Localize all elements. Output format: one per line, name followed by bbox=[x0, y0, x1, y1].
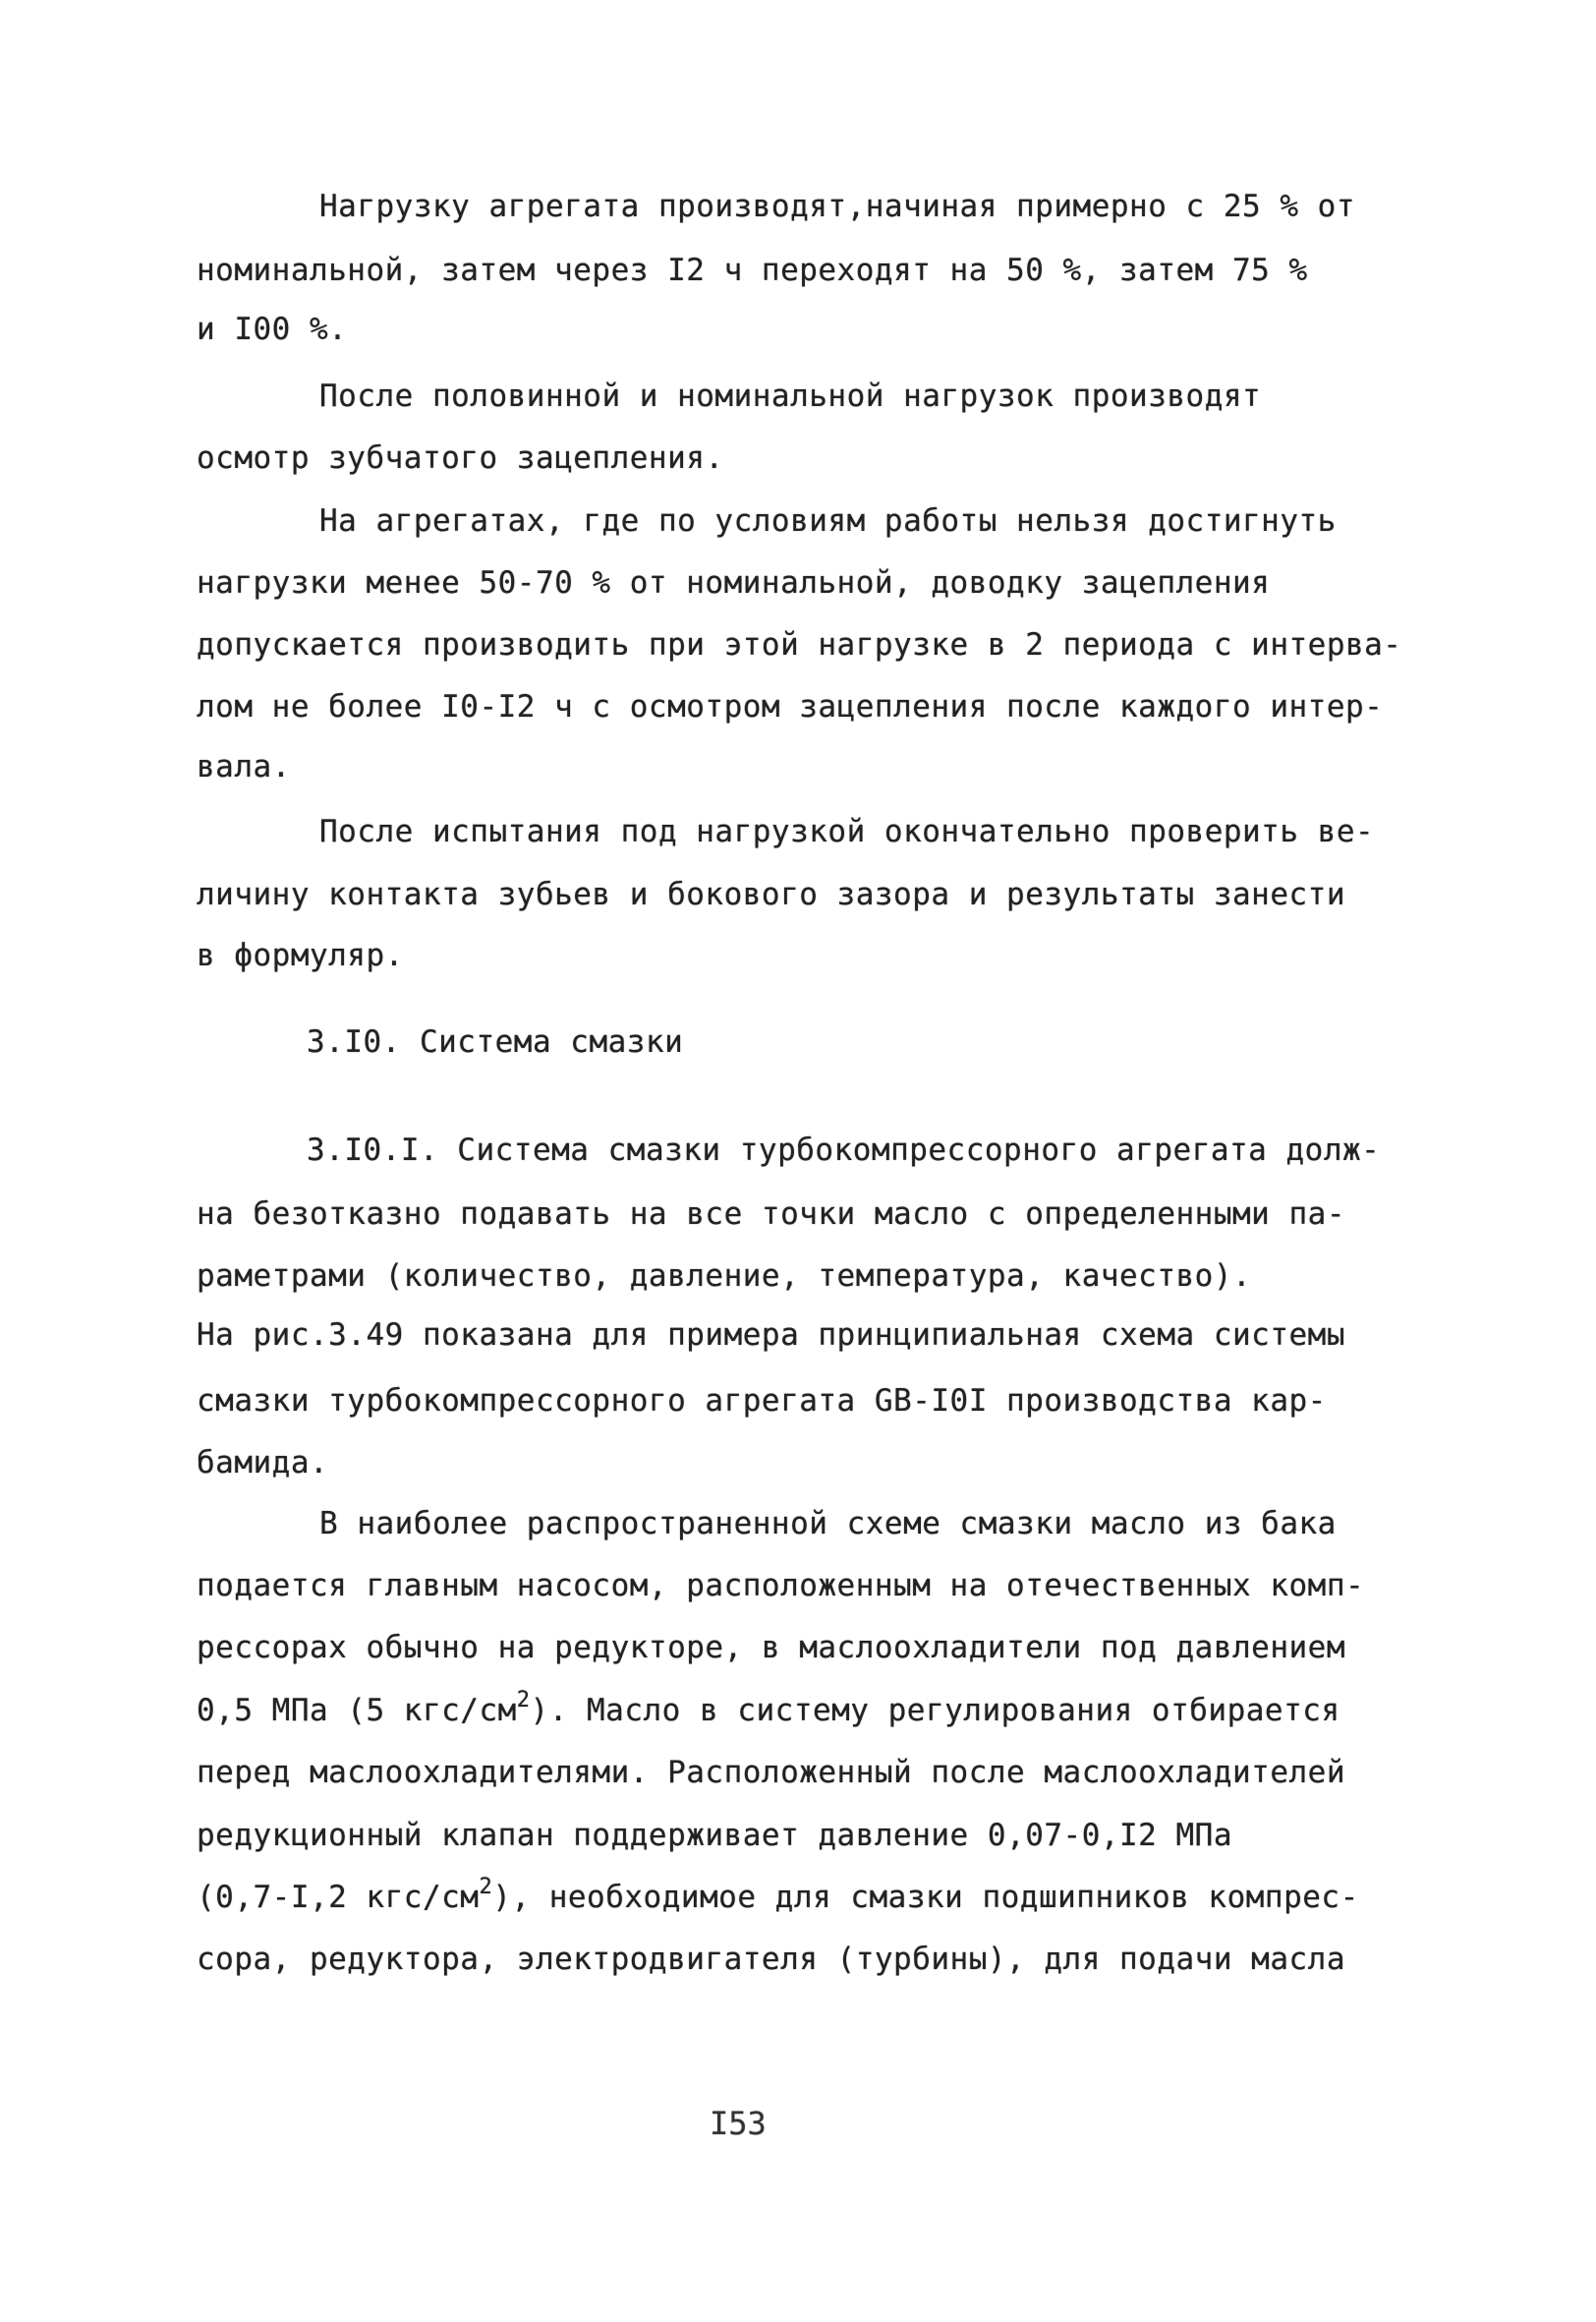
text-line: Нагрузку агрегата производят,начиная примерно с 25 % от bbox=[319, 189, 1355, 224]
text-line: рессорах обычно на редукторе, в маслоохладители под давлением bbox=[197, 1630, 1345, 1665]
text-line: лом не более I0-I2 ч с осмотром зацепления после каждого интер- bbox=[197, 689, 1384, 725]
section-heading: 3.I0. Система смазки bbox=[307, 1024, 684, 1060]
text-line: допускается производить при этой нагрузке в 2 периода с интерва- bbox=[197, 627, 1402, 663]
superscript: 2 bbox=[516, 1688, 531, 1712]
text-line: смазки турбокомпрессорного агрегата GB-I0I производства кар- bbox=[197, 1383, 1327, 1419]
text-line bbox=[197, 1875, 1359, 1917]
text-segment: (0,7-I,2 кгс/см bbox=[197, 1880, 480, 1915]
text-line bbox=[197, 1688, 1340, 1730]
text-segment: ), необходимое для смазки подшипников компрес- bbox=[492, 1880, 1359, 1915]
text-line: осмотр зубчатого зацепления. bbox=[197, 440, 724, 476]
text-line: номинальной, затем через I2 ч переходят на 50 %, затем 75 % bbox=[197, 253, 1308, 288]
text-line: подается главным насосом, расположенным на отечественных комп- bbox=[197, 1568, 1365, 1603]
text-line: нагрузки менее 50-70 % от номинальной, доводку зацепления bbox=[197, 565, 1271, 601]
text-line: вала. bbox=[197, 749, 291, 784]
text-line: 3.I0.I. Система смазки турбокомпрессорного агрегата долж- bbox=[307, 1132, 1381, 1168]
superscript: 2 bbox=[479, 1875, 493, 1899]
text-line: После испытания под нагрузкой окончательно проверить ве- bbox=[319, 814, 1375, 849]
text-segment: ). Масло в систему регулирования отбирается bbox=[530, 1693, 1340, 1728]
text-line: На рис.3.49 показана для примера принципиальная схема системы bbox=[197, 1317, 1345, 1353]
text-line: раметрами (количество, давление, температура, качество). bbox=[197, 1258, 1252, 1294]
page-number: I53 bbox=[710, 2105, 767, 2142]
text-line: перед маслоохладителями. Расположенный после маслоохладителей bbox=[197, 1755, 1345, 1790]
text-line: на безотказно подавать на все точки масло с определенными па- bbox=[197, 1196, 1345, 1232]
text-line: и I00 %. bbox=[197, 312, 348, 347]
text-line: На агрегатах, где по условиям работы нельзя достигнуть bbox=[319, 503, 1337, 539]
text-line: в формуляр. bbox=[197, 938, 404, 973]
text-line: редукционный клапан поддерживает давление 0,07-0,I2 МПа bbox=[197, 1818, 1232, 1853]
text-line: бамида. bbox=[197, 1445, 329, 1480]
text-line: сора, редуктора, электродвигателя (турбины), для подачи масла bbox=[197, 1942, 1345, 1977]
text-line: После половинной и номинальной нагрузок производят bbox=[319, 378, 1262, 414]
text-line: личину контакта зубьев и бокового зазора и результаты занести bbox=[197, 877, 1345, 912]
text-line: В наиболее распространенной схеме смазки масло из бака bbox=[319, 1506, 1337, 1541]
text-segment: 0,5 МПа (5 кгс/см bbox=[197, 1693, 517, 1728]
